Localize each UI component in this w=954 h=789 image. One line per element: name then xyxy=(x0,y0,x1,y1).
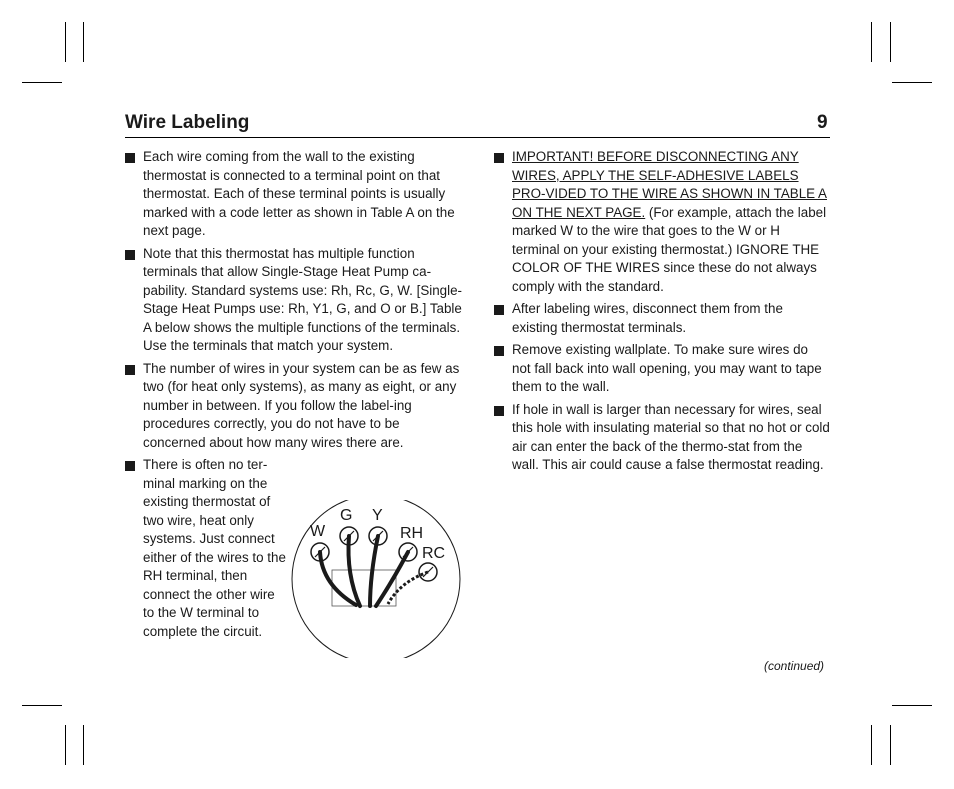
important-text: (For example, attach the label marked W to the wire that goes to the W or H terminal on your existing thermostat.) IGNORE THE COLOR OF THE WIRES since these do not always comply with the standard. xyxy=(512,204,827,294)
crop-mark xyxy=(65,22,66,62)
bullet-icon xyxy=(494,406,504,416)
page-number: 9 xyxy=(817,112,828,133)
crop-mark xyxy=(890,22,891,62)
list-item xyxy=(494,148,830,296)
list-item xyxy=(125,148,463,241)
bullet-text: If hole in wall is larger than necessary for wires, seal this hole with insulating material so that no hot or cold air can enter the back of the thermo-stat from the wall. This air could cause a false thermostat reading. xyxy=(512,401,830,472)
wiring-diagram xyxy=(290,500,462,658)
bullet-icon xyxy=(125,365,135,375)
list-item xyxy=(125,360,463,453)
bullet-icon xyxy=(494,153,504,163)
bullet-text: The number of wires in your system can be as few as two (for heat only systems), as many as eight, or any number in between. If you follow the label-ing procedures correctly, you do not have to be concerned about how many wires there are. xyxy=(143,360,460,450)
crop-mark xyxy=(83,725,84,765)
label-rh: RH xyxy=(400,525,424,542)
important-notice: IMPORTANT! BEFORE DISCONNECTING ANY WIRES, APPLY THE SELF-ADHESIVE LABELS PRO-VIDED TO THE WIRE AS SHOWN IN TABLE A ON THE NEXT PAGE. xyxy=(512,149,827,220)
crop-mark xyxy=(892,82,932,83)
list-item xyxy=(125,245,463,356)
bullet-icon xyxy=(125,250,135,260)
continued-note: (continued) xyxy=(764,659,825,673)
title-rule xyxy=(125,137,830,138)
crop-mark xyxy=(871,725,872,765)
bullet-text: After labeling wires, disconnect them from the existing thermostat terminals. xyxy=(512,301,783,335)
crop-mark xyxy=(871,22,872,62)
page-title: Wire Labeling xyxy=(125,112,250,133)
bullet-text: There is often no ter-minal marking on the existing thermostat of two wire, heat only systems. Just connect either of the wires to the RH terminal, then connect the other wire to the W terminal to complete the circuit. xyxy=(143,457,286,639)
bullet-icon xyxy=(125,153,135,163)
bullet-icon xyxy=(494,346,504,356)
list-item xyxy=(494,401,830,475)
right-column xyxy=(494,148,830,479)
bullet-icon xyxy=(125,461,135,471)
crop-mark xyxy=(22,82,62,83)
list-item xyxy=(494,341,830,397)
crop-mark xyxy=(890,725,891,765)
crop-mark xyxy=(892,705,932,706)
label-rc: RC xyxy=(422,545,446,562)
crop-mark xyxy=(83,22,84,62)
crop-mark xyxy=(65,725,66,765)
crop-mark xyxy=(22,705,62,706)
label-w: W xyxy=(310,523,326,540)
label-y: Y xyxy=(372,507,383,524)
label-g: G xyxy=(340,507,353,524)
list-item xyxy=(494,300,830,337)
bullet-text: Remove existing wallplate. To make sure wires do not fall back into wall opening, you may want to tape them to the wall. xyxy=(512,342,822,394)
bullet-text: Each wire coming from the wall to the existing thermostat is connected to a terminal point on that thermostat. Each of these terminal points is usually marked with a code letter as shown in Table A on the next page. xyxy=(143,149,455,238)
bullet-text: Note that this thermostat has multiple function terminals that allow Single-Stage Heat Pump ca-pability. Standard systems use: Rh, Rc, G, W. [Single-Stage Heat Pumps use: Rh, Y1, G, and O or B.] Table A below shows the multiple functions of the terminals. Use the terminals that match your system. xyxy=(143,245,463,353)
bullet-icon xyxy=(494,305,504,315)
list-item xyxy=(125,456,289,641)
